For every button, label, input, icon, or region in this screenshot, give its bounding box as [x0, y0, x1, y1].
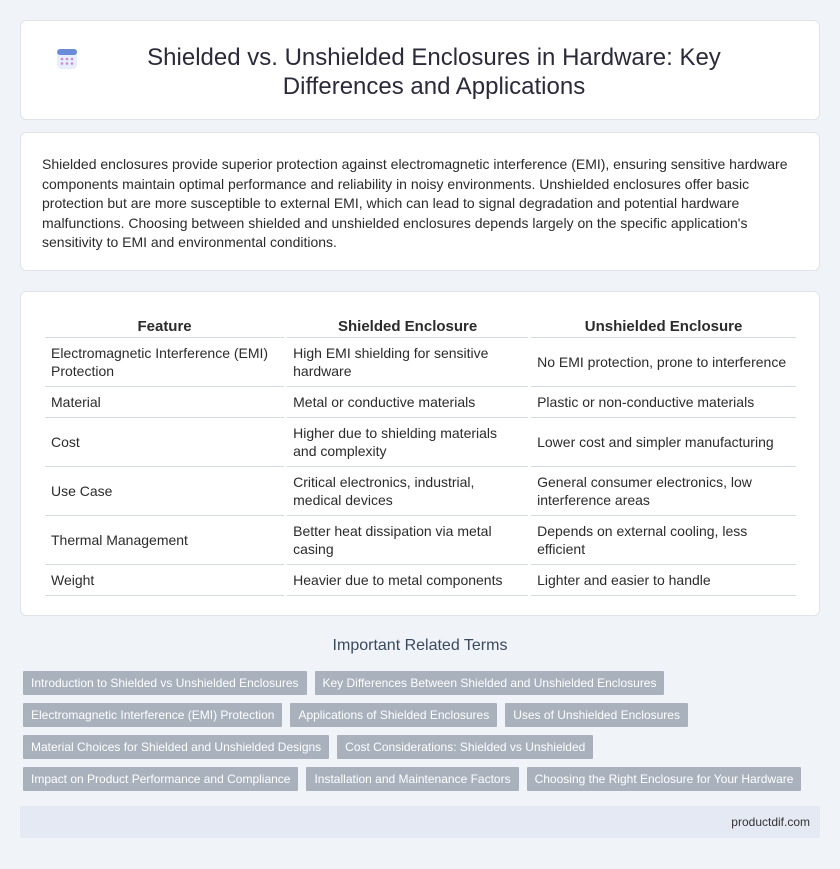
table-row [45, 338, 796, 387]
intro-card [20, 132, 820, 271]
table-cell: Metal or conductive materials [287, 387, 528, 418]
table-cell: Lower cost and simpler manufacturing [531, 418, 796, 467]
tag-row [23, 735, 823, 759]
column-header: Unshielded Enclosure [531, 316, 796, 338]
table-cell: Cost [45, 418, 284, 467]
table-cell: Material [45, 387, 284, 418]
intro-paragraph: Shielded enclosures provide superior protection against electromagnetic interference (EMI), ensuring sensitive hardware components maintain optimal performance and reliability in noisy environments. Unshielded enclosures offer basic protection but are more susceptible to external EMI, which can lead to signal degradation and potential hardware malfunctions. Choosing between shielded and unshielded enclosures depends largely on the specific application's sensitivity to EMI and environmental conditions. [42, 156, 788, 251]
related-term-tag[interactable]: Installation and Maintenance Factors [306, 767, 518, 791]
header-card [20, 20, 820, 120]
related-term-tag[interactable]: Introduction to Shielded vs Unshielded Enclosures [23, 671, 307, 695]
table-header-row [45, 316, 796, 338]
table-cell: Thermal Management [45, 516, 284, 565]
table-cell: Depends on external cooling, less efficient [531, 516, 796, 565]
related-term-tag[interactable]: Electromagnetic Interference (EMI) Protection [23, 703, 282, 727]
column-header: Shielded Enclosure [287, 316, 528, 338]
comparison-table [42, 316, 799, 596]
table-cell: Electromagnetic Interference (EMI) Protection [45, 338, 284, 387]
table-cell: General consumer electronics, low interference areas [531, 467, 796, 516]
table-cell: High EMI shielding for sensitive hardware [287, 338, 528, 387]
table-cell: Higher due to shielding materials and complexity [287, 418, 528, 467]
table-row [45, 418, 796, 467]
table-cell: Heavier due to metal components [287, 565, 528, 596]
page-title: Shielded vs. Unshielded Enclosures in Hardware: Key Differences and Applications [147, 44, 721, 100]
table-cell: Lighter and easier to handle [531, 565, 796, 596]
table-cell: Use Case [45, 467, 284, 516]
related-terms-list [23, 671, 823, 799]
related-term-tag[interactable]: Cost Considerations: Shielded vs Unshielded [337, 735, 593, 759]
table-cell: Critical electronics, industrial, medical devices [287, 467, 528, 516]
site-name[interactable]: productdif.com [731, 815, 810, 829]
tag-row [23, 703, 823, 727]
comparison-table-card [20, 291, 820, 616]
table-cell: Weight [45, 565, 284, 596]
table-row [45, 467, 796, 516]
related-term-tag[interactable]: Material Choices for Shielded and Unshielded Designs [23, 735, 329, 759]
column-header: Feature [45, 316, 284, 338]
table-cell: No EMI protection, prone to interference [531, 338, 796, 387]
related-term-tag[interactable]: Key Differences Between Shielded and Unshielded Enclosures [315, 671, 665, 695]
related-term-tag[interactable]: Impact on Product Performance and Compliance [23, 767, 298, 791]
table-cell: Plastic or non-conductive materials [531, 387, 796, 418]
footer [20, 806, 820, 838]
tag-row [23, 671, 823, 695]
table-cell: Better heat dissipation via metal casing [287, 516, 528, 565]
table-row [45, 516, 796, 565]
related-term-tag[interactable]: Choosing the Right Enclosure for Your Hardware [527, 767, 802, 791]
related-term-tag[interactable]: Uses of Unshielded Enclosures [505, 703, 688, 727]
table-row [45, 565, 796, 596]
table-row [45, 387, 796, 418]
related-term-tag[interactable]: Applications of Shielded Enclosures [290, 703, 497, 727]
related-terms-heading: Important Related Terms [332, 637, 508, 654]
tag-row [23, 767, 823, 791]
